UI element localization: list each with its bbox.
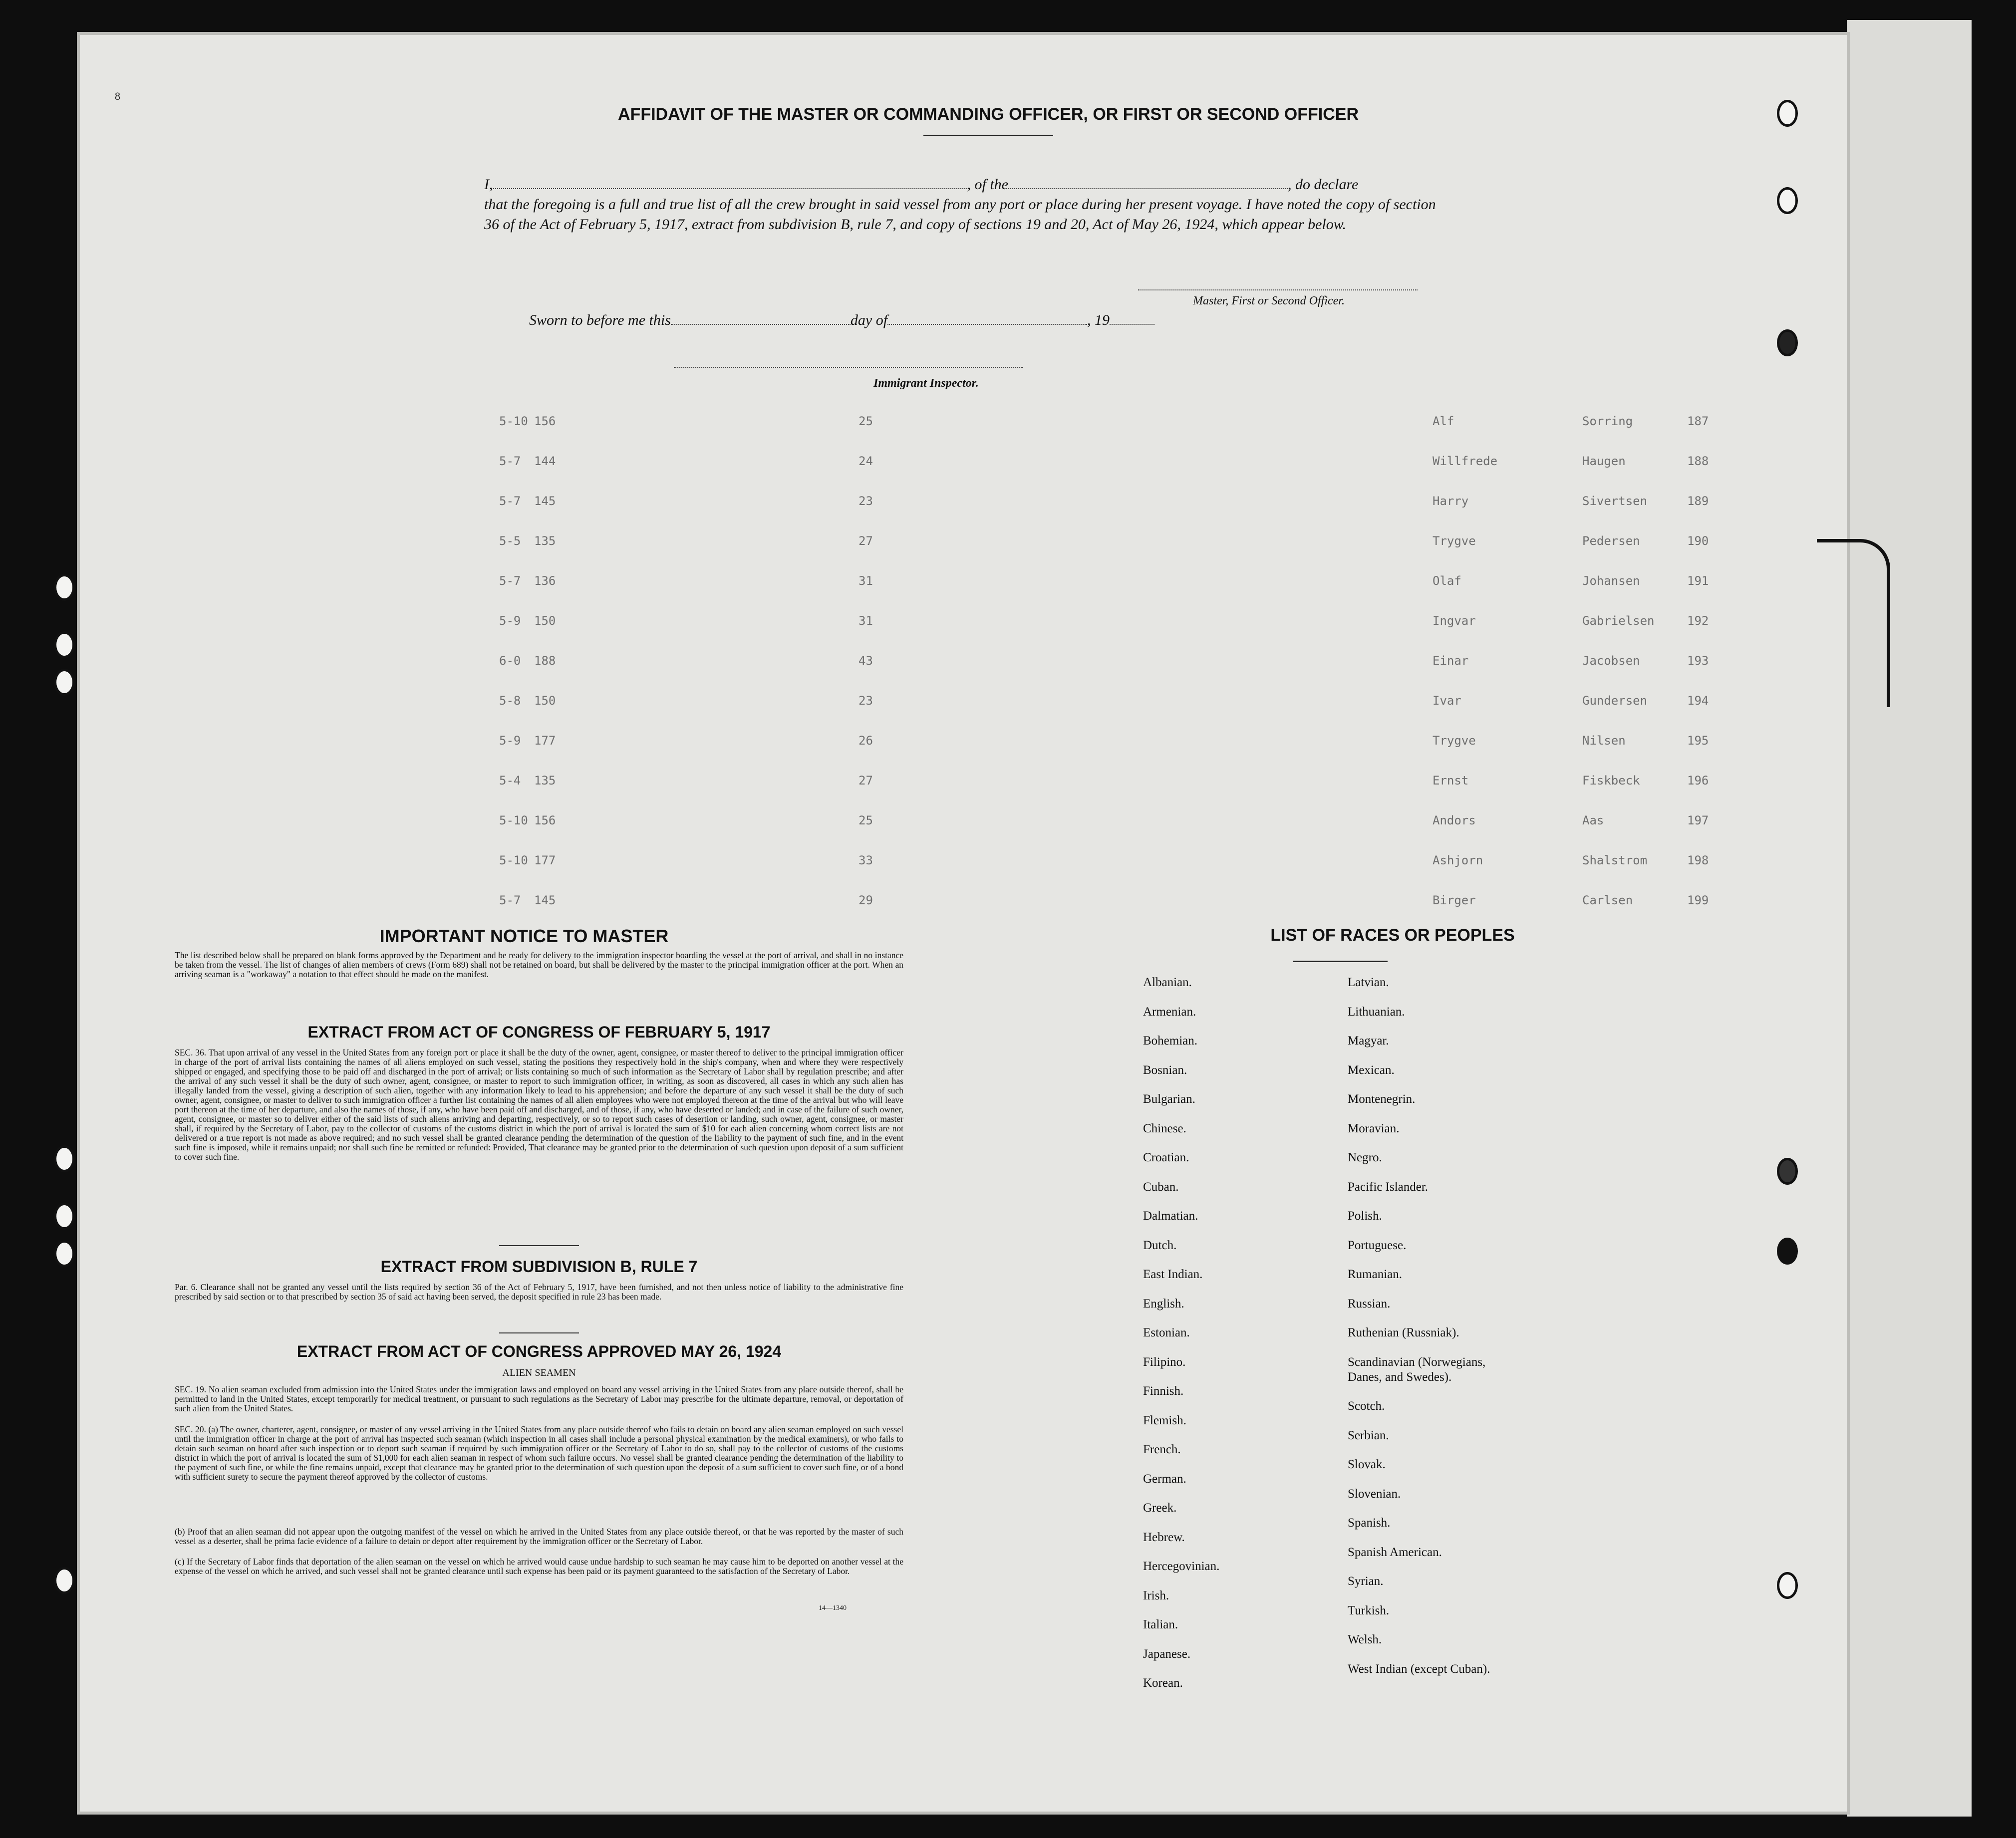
manifest-no: 193 xyxy=(1687,654,1709,668)
extract3-sec20c: (c) If the Secretary of Labor finds that deportation of the alien seaman on the vessel on which he arrived would cause undue hardship to such seaman he may cause him to be deported on another vessel at the expense of the vessel on which he arrived, and such vessel shall not be granted clearance until such expense has been paid or its payment guaranteed to the satisfaction of the Secretary of Labor. xyxy=(175,1557,903,1576)
manifest-age: 25 xyxy=(859,813,873,827)
race-item: English. xyxy=(1143,1297,1184,1311)
manifest-weight: 150 xyxy=(534,694,556,708)
manifest-given: Alf xyxy=(1433,414,1454,428)
manifest-surname: Fiskbeck xyxy=(1582,774,1640,788)
race-item: Syrian. xyxy=(1348,1575,1384,1588)
race-item: Hebrew. xyxy=(1143,1530,1185,1544)
race-item: Ruthenian (Russniak). xyxy=(1348,1326,1459,1339)
extract-rule xyxy=(499,1332,579,1333)
manifest-given: Ivar xyxy=(1433,694,1461,708)
affidavit-body xyxy=(484,175,1447,235)
manifest-age: 31 xyxy=(859,614,873,628)
race-item: Finnish. xyxy=(1143,1384,1184,1398)
manifest-age: 24 xyxy=(859,454,873,468)
binder-hole xyxy=(54,574,75,601)
manifest-surname: Carlsen xyxy=(1582,893,1633,907)
race-item: Bulgarian. xyxy=(1143,1092,1195,1106)
manifest-row xyxy=(349,654,1722,669)
form-number: 14—1340 xyxy=(819,1604,847,1612)
extract3-subtitle: ALIEN SEAMEN xyxy=(502,1367,576,1378)
manifest-height: 5-5 xyxy=(499,534,521,548)
manifest-no: 187 xyxy=(1687,414,1709,428)
race-item: Lithuanian. xyxy=(1348,1005,1405,1019)
manifest-height: 5-9 xyxy=(499,734,521,748)
manifest-row xyxy=(349,853,1722,868)
race-item: Korean. xyxy=(1143,1676,1183,1690)
title-rule xyxy=(923,135,1053,136)
declaration-line: I, , of the , do declare xyxy=(484,176,1359,193)
manifest-height: 5-8 xyxy=(499,694,521,708)
manifest-age: 43 xyxy=(859,654,873,668)
pen-mark xyxy=(1817,539,1890,707)
signature-label: Master, First or Second Officer. xyxy=(1193,294,1345,307)
races-rule xyxy=(1293,961,1388,962)
manifest-row xyxy=(349,734,1722,749)
manifest-height: 6-0 xyxy=(499,654,521,668)
manifest-age: 29 xyxy=(859,893,873,907)
manifest-no: 195 xyxy=(1687,734,1709,748)
race-item: Estonian. xyxy=(1143,1326,1190,1339)
race-item: Dalmatian. xyxy=(1143,1209,1198,1223)
manifest-surname: Nilsen xyxy=(1582,734,1626,748)
race-item: Scandinavian (Norwegians, xyxy=(1348,1355,1486,1369)
race-item: Chinese. xyxy=(1143,1121,1186,1135)
manifest-height: 5-10 xyxy=(499,414,528,428)
extract3-title: EXTRACT FROM ACT OF CONGRESS APPROVED MAY 26, 1924 xyxy=(296,1342,782,1360)
manifest-surname: Gundersen xyxy=(1582,694,1648,708)
sworn-line: Sworn to before me this day of , 19 xyxy=(529,312,1154,329)
manifest-surname: Jacobsen xyxy=(1582,654,1640,668)
manifest-weight: 156 xyxy=(534,813,556,827)
notice-title: IMPORTANT NOTICE TO MASTER xyxy=(379,926,669,946)
manifest-no: 196 xyxy=(1687,774,1709,788)
race-item: Spanish. xyxy=(1348,1516,1391,1530)
race-item: Magyar. xyxy=(1348,1034,1389,1048)
manifest-weight: 135 xyxy=(534,774,556,788)
manifest-weight: 177 xyxy=(534,734,556,748)
underlying-page-edge xyxy=(1847,20,1972,1817)
manifest-given: Ernst xyxy=(1433,774,1469,788)
race-item: Rumanian. xyxy=(1348,1268,1403,1281)
manifest-weight: 188 xyxy=(534,654,556,668)
extract-rule xyxy=(499,1245,579,1246)
manifest-age: 27 xyxy=(859,534,873,548)
extract3-sec20: SEC. 20. (a) The owner, charterer, agent, consignee, or master of any vessel arriving in the United States from any place outside thereof who fails to detain on board any alien seaman employed on such vessel until the immigration officer in charge at the port of arrival has inspected such seaman (which inspection in all cases shall include a personal physical examination by the medical examiners), or who fails to detain such seaman on board after such inspection or to deport such seaman if required by such immigration officer or the Secretary of Labor to do so, shall pay to the collector of customs of the customs district in which the port of arrival is located the sum of $1,000 for each alien seaman in respect of whom such failure occurs. No vessel shall be granted clearance pending the determination of the liability to the payment of such fine, or while the fine remains unpaid, except that clearance may be granted prior to the determination of such question upon the deposit of a sum sufficient to cover such fine, or of a bond with sufficient surety to secure the payment thereof approved by the collector of customs. xyxy=(175,1424,903,1482)
manifest-surname: Sorring xyxy=(1582,414,1633,428)
manifest-height: 5-7 xyxy=(499,893,521,907)
race-item: Italian. xyxy=(1143,1618,1178,1631)
manifest-row xyxy=(349,534,1722,549)
manifest-height: 5-7 xyxy=(499,494,521,508)
manifest-no: 188 xyxy=(1687,454,1709,468)
manifest-surname: Sivertsen xyxy=(1582,494,1648,508)
manifest-row xyxy=(349,694,1722,709)
manifest-height: 5-4 xyxy=(499,774,521,788)
binder-hole xyxy=(1777,329,1798,356)
race-item: French. xyxy=(1143,1443,1181,1456)
manifest-weight: 144 xyxy=(534,454,556,468)
race-item: East Indian. xyxy=(1143,1268,1203,1281)
race-item: Cuban. xyxy=(1143,1180,1179,1194)
race-item: Moravian. xyxy=(1348,1121,1400,1135)
extract3-sec19: SEC. 19. No alien seaman excluded from admission into the United States under the immigration laws and employed on board any vessel arriving in the United States from any place outside thereof, shall be permitted to land in the United States, except temporarily for medical treatment, or pursuant to such regulations as the Secretary of Labor may prescribe for the ultimate departure, removal, or deportation of such alien from the United States. xyxy=(175,1384,903,1413)
manifest-weight: 150 xyxy=(534,614,556,628)
page-number: 8 xyxy=(115,90,120,102)
notice-text: The list described below shall be prepared on blank forms approved by the Department and be ready for delivery to the immigration inspector boarding the vessel at the port of arrival, and shall in no instance be taken from the vessel. The list of changes of alien members of crews (Form 689) shall not be retained on board, but shall be delivered by the master to the principal immigration officer at the port. When an arriving seaman is a "workaway" a notation to that effect should be made on the manifest. xyxy=(175,950,903,979)
manifest-no: 192 xyxy=(1687,614,1709,628)
race-item: Japanese. xyxy=(1143,1647,1191,1661)
manifest-age: 23 xyxy=(859,494,873,508)
race-item: Scotch. xyxy=(1348,1399,1385,1413)
race-item: Russian. xyxy=(1348,1297,1391,1311)
manifest-no: 198 xyxy=(1687,853,1709,867)
manifest-row xyxy=(349,454,1722,469)
race-item: Bosnian. xyxy=(1143,1063,1187,1077)
manifest-row xyxy=(349,813,1722,828)
manifest-given: Ingvar xyxy=(1433,614,1476,628)
manifest-no: 191 xyxy=(1687,574,1709,588)
race-item: Flemish. xyxy=(1143,1413,1186,1427)
manifest-given: Andors xyxy=(1433,813,1476,827)
manifest-age: 31 xyxy=(859,574,873,588)
affidavit-title: AFFIDAVIT OF THE MASTER OR COMMANDING OFFICER, OR FIRST OR SECOND OFFICER xyxy=(618,105,1359,124)
binder-hole xyxy=(54,1203,75,1230)
manifest-weight: 136 xyxy=(534,574,556,588)
race-item: Croatian. xyxy=(1143,1151,1189,1164)
manifest-weight: 145 xyxy=(534,494,556,508)
manifest-height: 5-7 xyxy=(499,454,521,468)
race-item: Serbian. xyxy=(1348,1428,1389,1442)
extract1-text: SEC. 36. That upon arrival of any vessel in the United States from any foreign port or place it shall be the duty of the owner, agent, consignee, or master thereof to deliver to the principal immigration officer in charge of the port of arrival lists containing the names of all aliens employed on such vessel, stating the positions they respectively hold in the ship's company, when and where they were respectively shipped or engaged, and specifying those to be paid off and discharged in the port of arrival; or lists containing so much of such information as the Secretary of Labor shall by regulation prescribe; and after the arrival of any such vessel it shall be the duty of such owner, agent, consignee, or master to report to such immigration officer, in writing, as soon as discovered, all cases in which any such alien has illegally landed from the vessel, giving a description of such alien, together with any information likely to lead to his apprehension; and before the departure of any such vessel it shall be the duty of such owner, agent, consignee, or master to deliver to such immigration officer a further list containing the names of all alien employees who were not employed thereon at the time of the arrival but who will leave port thereon at the time of her departure, and also the names of those, if any, who have been paid off and discharged, and of those, if any, who have deserted or landed; and in case of the failure of such owner, agent, consignee, or master so to deliver either of the said lists of such aliens arriving and departing, respectively, or so to report such cases of desertion or landing, such owner, agent, consignee, or master shall, if required by the Secretary of Labor, pay to the collector of customs of the customs district in which the port of arrival is located the sum of $10 for each alien concerning whom correct lists are not delivered or a true report is not made as above required; and no such vessel shall be granted clearance pending the determination of the question of the liability to the payment of such fine, and in the event such fine is imposed, while it remains unpaid; nor shall such fine be remitted or refunded: Provided, That clearance may be granted prior to the determination of such question upon deposit of a sum sufficient to cover such fine. xyxy=(175,1048,903,1162)
manifest-surname: Gabrielsen xyxy=(1582,614,1655,628)
manifest-no: 197 xyxy=(1687,813,1709,827)
race-item: Mexican. xyxy=(1348,1063,1395,1077)
manifest-row xyxy=(349,574,1722,589)
binder-hole xyxy=(1777,100,1798,127)
manifest-age: 26 xyxy=(859,734,873,748)
manifest-given: Ashjorn xyxy=(1433,853,1483,867)
manifest-given: Willfrede xyxy=(1433,454,1498,468)
race-item: Pacific Islander. xyxy=(1348,1180,1429,1194)
race-item: Armenian. xyxy=(1143,1005,1196,1019)
race-item: Turkish. xyxy=(1348,1603,1390,1617)
race-item: Bohemian. xyxy=(1143,1034,1198,1048)
manifest-age: 27 xyxy=(859,774,873,788)
manifest-given: Harry xyxy=(1433,494,1469,508)
manifest-surname: Haugen xyxy=(1582,454,1626,468)
race-item: Dutch. xyxy=(1143,1238,1177,1252)
manifest-row xyxy=(349,414,1722,429)
race-item: Slovenian. xyxy=(1348,1487,1401,1501)
manifest-given: Einar xyxy=(1433,654,1469,668)
manifest-no: 199 xyxy=(1687,893,1709,907)
manifest-age: 23 xyxy=(859,694,873,708)
binder-hole xyxy=(1777,1238,1798,1265)
race-item: German. xyxy=(1143,1472,1186,1486)
race-item: Greek. xyxy=(1143,1501,1177,1515)
race-item: Polish. xyxy=(1348,1209,1382,1223)
race-item: Spanish American. xyxy=(1348,1545,1442,1559)
manifest-row xyxy=(349,893,1722,908)
binder-hole xyxy=(54,1567,75,1594)
manifest-height: 5-10 xyxy=(499,853,528,867)
manifest-weight: 135 xyxy=(534,534,556,548)
race-item: Latvian. xyxy=(1348,976,1389,989)
race-item: Montenegrin. xyxy=(1348,1092,1416,1106)
manifest-height: 5-10 xyxy=(499,813,528,827)
extract2-text: Par. 6. Clearance shall not be granted any vessel until the lists required by section 36 of the Act of February 5, 1917, have been furnished, and not then unless notice of liability to the administrative fine prescribed by said section or to that prescribed by section 35 of said act having been served, the deposit specified in rule 23 has been made. xyxy=(175,1282,903,1302)
manifest-weight: 145 xyxy=(534,893,556,907)
manifest-no: 194 xyxy=(1687,694,1709,708)
manifest-row xyxy=(349,494,1722,509)
race-item: Negro. xyxy=(1348,1151,1382,1164)
manifest-given: Trygve xyxy=(1433,734,1476,748)
extract3-sec20b: (b) Proof that an alien seaman did not appear upon the outgoing manifest of the vessel on which he arrived in the United States from any place outside thereof, or that he was reported by the master of such vessel as a deserter, shall be prima facie evidence of a failure to detain or deport after requirement by the immigration officer or the Secretary of Labor. xyxy=(175,1527,903,1546)
race-item: Filipino. xyxy=(1143,1355,1186,1369)
manifest-given: Trygve xyxy=(1433,534,1476,548)
race-item: Slovak. xyxy=(1348,1458,1386,1471)
manifest-age: 33 xyxy=(859,853,873,867)
manifest-surname: Pedersen xyxy=(1582,534,1640,548)
binder-hole xyxy=(54,1240,75,1267)
binder-hole xyxy=(54,669,75,696)
inspector-line xyxy=(674,367,1023,368)
race-item: Irish. xyxy=(1143,1588,1169,1602)
manifest-surname: Johansen xyxy=(1582,574,1640,588)
race-item: Portuguese. xyxy=(1348,1238,1407,1252)
extract2-title: EXTRACT FROM SUBDIVISION B, RULE 7 xyxy=(380,1258,698,1276)
race-item: Welsh. xyxy=(1348,1633,1382,1646)
manifest-no: 189 xyxy=(1687,494,1709,508)
manifest-height: 5-9 xyxy=(499,614,521,628)
binder-hole xyxy=(54,1145,75,1172)
binder-hole xyxy=(54,631,75,658)
manifest-height: 5-7 xyxy=(499,574,521,588)
manifest-no: 190 xyxy=(1687,534,1709,548)
manifest-row xyxy=(349,614,1722,629)
race-item: Danes, and Swedes). xyxy=(1348,1370,1452,1384)
signature-line xyxy=(1138,289,1418,290)
extract1-title: EXTRACT FROM ACT OF CONGRESS OF FEBRUARY 5, 1917 xyxy=(307,1023,771,1041)
binder-hole xyxy=(1777,187,1798,214)
manifest-surname: Aas xyxy=(1582,813,1604,827)
binder-hole xyxy=(1777,1572,1798,1599)
race-item: Hercegovinian. xyxy=(1143,1560,1220,1573)
race-item: Albanian. xyxy=(1143,976,1192,989)
race-item: West Indian (except Cuban). xyxy=(1348,1662,1490,1676)
manifest-age: 25 xyxy=(859,414,873,428)
manifest-given: Birger xyxy=(1433,893,1476,907)
declaration-text: that the foregoing is a full and true list of all the crew brought in said vessel from any port or place during her present voyage. I have noted the copy of section 36 of the Act of February 5, 1917, extract from subdivision B, rule 7, and copy of sections 19 and 20, Act of May 26, 1924, which appear below. xyxy=(484,196,1436,233)
manifest-weight: 156 xyxy=(534,414,556,428)
inspector-label: Immigrant Inspector. xyxy=(873,377,979,390)
manifest-surname: Shalstrom xyxy=(1582,853,1648,867)
binder-hole xyxy=(1777,1158,1798,1185)
manifest-weight: 177 xyxy=(534,853,556,867)
manifest-row xyxy=(349,774,1722,788)
manifest-given: Olaf xyxy=(1433,574,1461,588)
races-title: LIST OF RACES OR PEOPLES xyxy=(1270,926,1515,945)
